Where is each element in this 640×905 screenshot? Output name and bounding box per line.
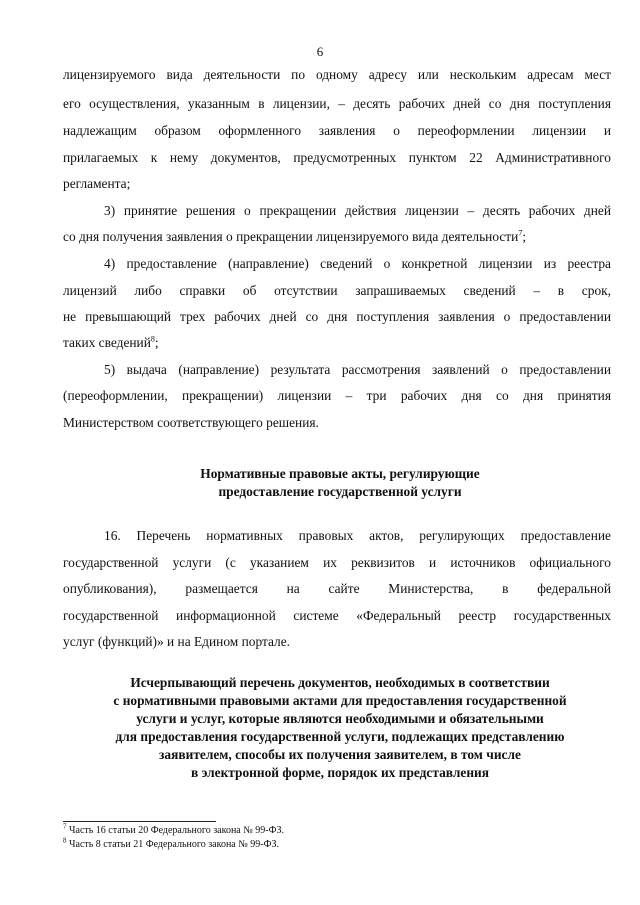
footnote-ref: 7 bbox=[518, 228, 523, 238]
list-item-5-line: (переоформлении, прекращении) лицензии – три рабочих дня со дня принятия bbox=[63, 388, 611, 403]
list-item-4-line: таких сведений$^8$; bbox=[63, 334, 159, 350]
section-heading: услуги и услуг, которые являются необходимыми и обязательными bbox=[136, 711, 544, 726]
paragraph-16-line: 16. Перечень нормативных правовых актов, регулирующих предоставление bbox=[104, 528, 611, 543]
list-item-4-line: не превышающий трех рабочих дней со дня поступления заявления о предоставлении bbox=[63, 309, 611, 324]
paragraph-16-line: государственной услуги (с указанием их реквизитов и источников официального bbox=[63, 555, 611, 570]
section-heading: предоставление государственной услуги bbox=[218, 484, 462, 499]
text-line: прилагаемых к нему документов, предусмотренных пунктом 22 Административного bbox=[63, 150, 611, 165]
list-item-4-line: 4) предоставление (направление) сведений о конкретной лицензии из реестра bbox=[104, 256, 611, 271]
paragraph-16-line: опубликования), размещается на сайте Министерства, в федеральной bbox=[63, 581, 611, 596]
list-item-4-line: лицензий либо справки об отсутствии запрашиваемых сведений – в срок, bbox=[63, 283, 611, 298]
list-item-3-line: со дня получения заявления о прекращении лицензируемого вида деятельности$^7$; bbox=[63, 228, 527, 244]
section-heading: с нормативными правовыми актами для предоставления государственной bbox=[113, 693, 567, 708]
list-item-3-line: 3) принятие решения о прекращении действия лицензии – десять рабочих дней bbox=[104, 203, 611, 218]
text-line: лицензируемого вида деятельности по одному адресу или нескольким адресам мест bbox=[63, 67, 611, 82]
text-line: его осуществления, указанным в лицензии, – десять рабочих дней со дня поступления bbox=[63, 96, 611, 111]
page-number: 6 bbox=[316, 44, 324, 59]
section-heading: в электронной форме, порядок их представления bbox=[191, 765, 489, 780]
section-heading: Исчерпывающий перечень документов, необходимых в соответствии bbox=[130, 675, 550, 690]
section-heading: Нормативные правовые акты, регулирующие bbox=[200, 466, 480, 481]
footnote-7: $^7$ Часть 16 статьи 20 Федерального закона № 99-ФЗ. bbox=[63, 822, 285, 836]
footnote-ref: 8 bbox=[150, 334, 155, 344]
paragraph-16-line: услуг (функций)» и на Едином портале. bbox=[63, 634, 291, 649]
list-item-5-line: Министерством соответствующего решения. bbox=[63, 415, 319, 430]
footnote-8: $^8$ Часть 8 статьи 21 Федерального закона № 99-ФЗ. bbox=[63, 836, 280, 850]
list-item-5-line: 5) выдача (направление) результата рассмотрения заявлений о предоставлении bbox=[104, 362, 611, 377]
section-heading: для предоставления государственной услуги, подлежащих представлению bbox=[115, 729, 565, 744]
text-line: регламента; bbox=[63, 176, 131, 191]
paragraph-16-line: государственной информационной системе «Федеральный реестр государственных bbox=[63, 608, 611, 623]
section-heading: заявителем, способы их получения заявителем, в том числе bbox=[159, 747, 521, 762]
footnote-divider bbox=[63, 821, 216, 822]
text-line: надлежащим образом оформленного заявления о переоформлении лицензии и bbox=[63, 123, 611, 138]
